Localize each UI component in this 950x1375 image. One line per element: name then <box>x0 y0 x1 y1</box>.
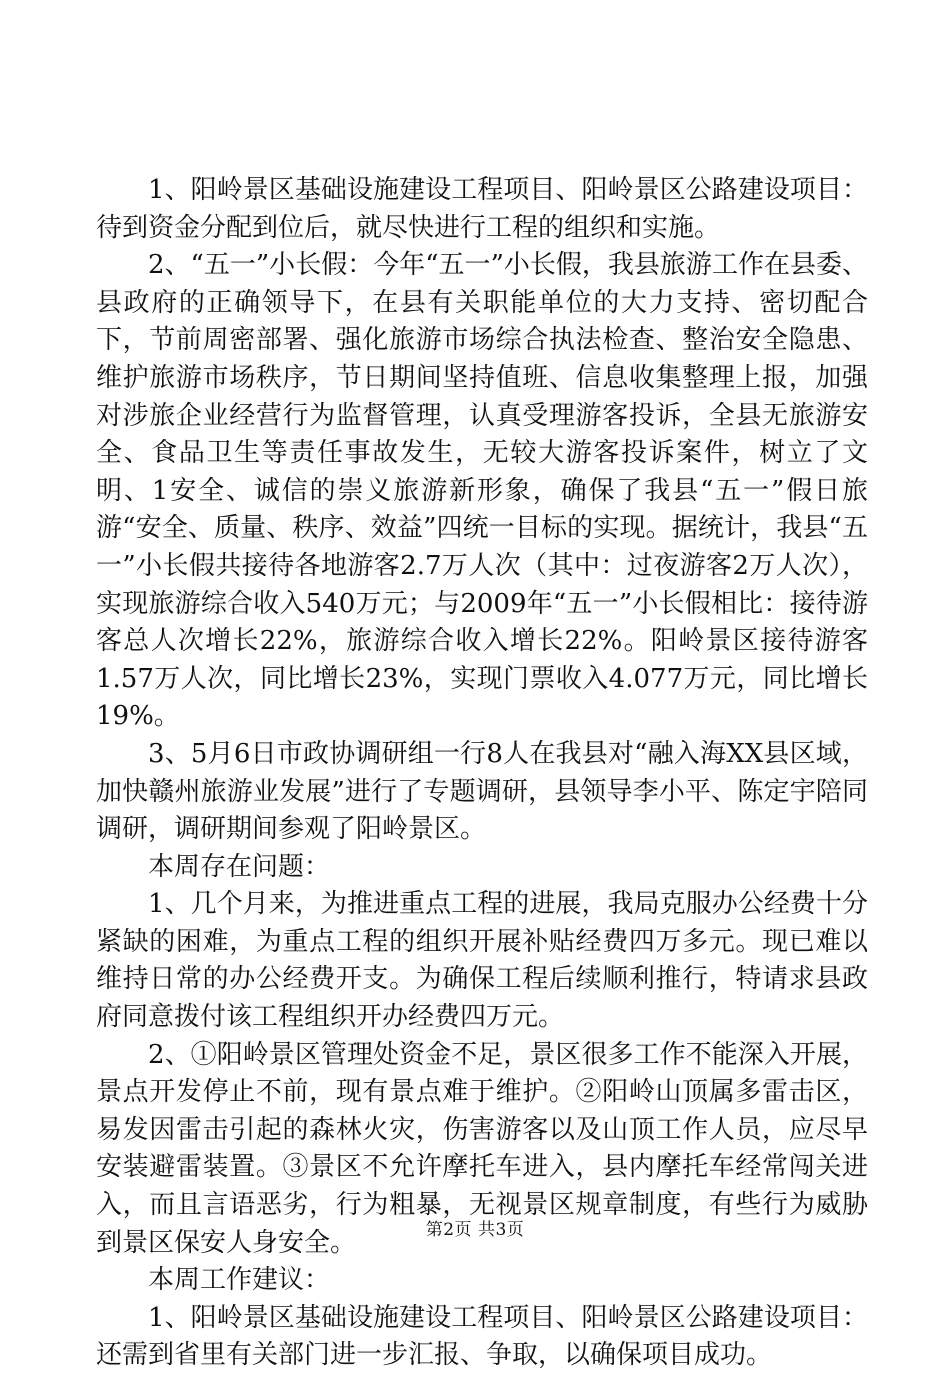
paragraph-suggestion-1: 1、阳岭景区基础设施建设工程项目、阳岭景区公路建设项目：还需到省里有关部门进一步汇报、争取，以确保项目成功。 <box>96 1302 868 1371</box>
paragraph-3: 3、5月6日市政协调研组一行8人在我县对“融入海XX县区域，加快赣州旅游业发展”进行了专题调研，县领导李小平、陈定宇陪同调研，调研期间参观了阳岭景区。 <box>96 738 868 845</box>
page-number-footer: 第2页 共3页 <box>425 1220 525 1240</box>
section-heading-problems: 本周存在问题： <box>148 851 331 882</box>
paragraph-problem-2: 2、①阳岭景区管理处资金不足，景区很多工作不能深入开展，景点开发停止不前，现有景点难于维护。②阳岭山顶属多雷击区，易发因雷击引起的森林火灾，伤害游客以及山顶工作人员，应尽早安装避雷装置。③景区不允许摩托车进入，县内摩托车经常闯关进入，而且言语恶劣，行为粗暴，无视景区规章制度，有些行为威胁到景区保安人身安全。 <box>96 1039 868 1258</box>
paragraph-2: 2、“五一”小长假：今年“五一”小长假，我县旅游工作在县委、县政府的正确领导下，在县有关职能单位的大力支持、密切配合下，节前周密部署、强化旅游市场综合执法检查、整治安全隐患、维护旅游市场秩序，节日期间坚持值班、信息收集整理上报，加强对涉旅企业经营行为监督管理，认真受理游客投诉，全县无旅游安全、食品卫生等责任事故发生，无较大游客投诉案件，树立了文明、1安全、诚信的崇义旅游新形象，确保了我县“五一”假日旅游“安全、质量、秩序、效益”四统一目标的实现。据统计，我县“五一”小长假共接待各地游客2.7万人次（其中：过夜游客2万人次），实现旅游综合收入540万元；与2009年“五一”小长假相比：接待游客总人次增长22%，旅游综合收入增长22%。阳岭景区接待游客1.57万人次，同比增长23%，实现门票收入4.077万元，同比增长19%。 <box>96 250 868 732</box>
document-body <box>96 172 868 1375</box>
paragraph-1: 1、阳岭景区基础设施建设工程项目、阳岭景区公路建设项目：待到资金分配到位后，就尽快进行工程的组织和实施。 <box>96 175 868 243</box>
section-heading-suggestions: 本周工作建议： <box>148 1265 331 1296</box>
paragraph-problem-1: 1、几个月来，为推进重点工程的进展，我局克服办公经费十分紧缺的困难，为重点工程的组织开展补贴经费四万多元。现已难以维持日常的办公经费开支。为确保工程后续顺利推行，特请求县政府同意拨付该工程组织开办经费四万元。 <box>96 889 868 1033</box>
